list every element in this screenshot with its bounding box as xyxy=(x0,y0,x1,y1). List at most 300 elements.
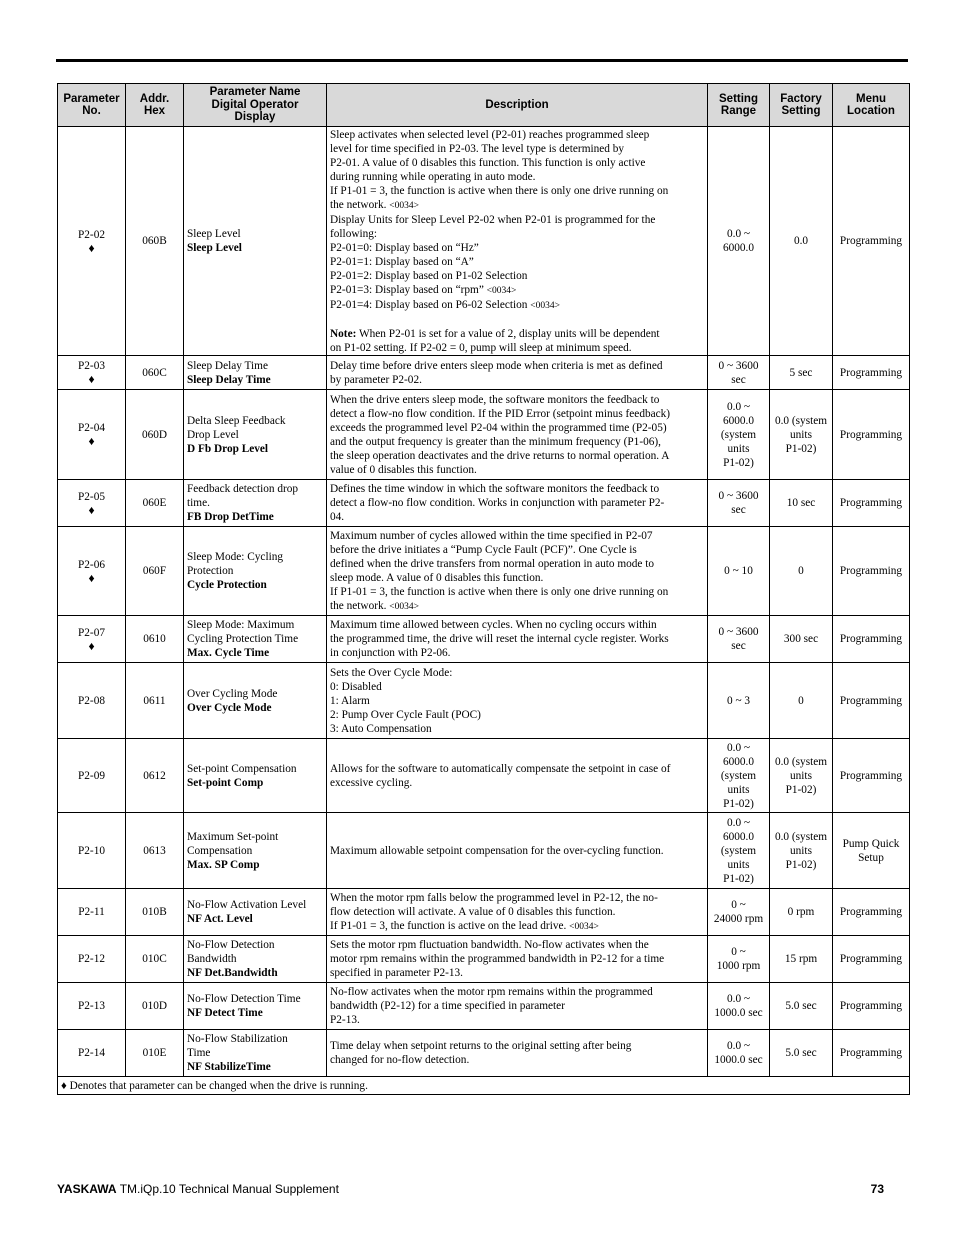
note-text: When P2-01 is set for a value of 2, display units will be dependent xyxy=(358,327,660,340)
revision-tag: <0034> xyxy=(389,200,420,211)
param-no-cell xyxy=(58,390,126,480)
description-line: detect a flow-no flow condition. Works in conjunction with parameter P2- xyxy=(330,497,665,509)
parameter-table xyxy=(57,83,910,1095)
table-row xyxy=(58,390,910,480)
param-no: P2-08 xyxy=(78,694,105,707)
setting-range-line: 1000.0 sec xyxy=(714,1007,763,1019)
operator-display: Sleep Delay Time xyxy=(187,373,271,386)
param-no-cell xyxy=(58,739,126,813)
factory-setting-cell xyxy=(770,390,833,480)
description-text: P2-01=3: Display based on “rpm” xyxy=(330,283,487,296)
description-line: sleep mode. A value of 0 disables this function. xyxy=(330,571,544,584)
param-no: P2-07 xyxy=(78,626,105,639)
param-name-line: No-Flow Detection xyxy=(187,939,275,951)
description-line: Allows for the software to automatically compensate the setpoint in case of xyxy=(330,762,671,775)
factory-setting-cell xyxy=(770,889,833,936)
param-name-line: Feedback detection drop xyxy=(187,483,299,495)
table-row xyxy=(58,936,910,983)
note-line xyxy=(330,327,704,341)
description-line: No-flow activates when the motor rpm remains within the programmed xyxy=(330,986,653,998)
table-row xyxy=(58,480,910,527)
table-row xyxy=(58,616,910,663)
param-no: P2-02 xyxy=(78,228,105,241)
menu-location-line: Programming xyxy=(839,633,903,645)
note-label: Note: xyxy=(330,327,357,340)
param-no-cell xyxy=(58,936,126,983)
addr-hex-cell xyxy=(126,936,184,983)
description-line: Time delay when setpoint returns to the original setting after being xyxy=(330,1040,632,1052)
addr-hex-cell xyxy=(126,390,184,480)
menu-location-line: Programming xyxy=(839,953,903,965)
description-cell xyxy=(327,390,708,480)
param-no: P2-11 xyxy=(78,906,105,918)
description-cell xyxy=(327,616,708,663)
description-line: the sleep operation deactivates and the drive returns to normal operation. A xyxy=(330,449,670,462)
addr-hex: 0612 xyxy=(143,769,166,782)
setting-range-line: 0 ~ 3600 xyxy=(718,626,759,638)
factory-setting-cell xyxy=(770,983,833,1030)
factory-setting-line: 300 sec xyxy=(783,633,819,645)
param-name-cell xyxy=(184,356,327,390)
note-text: on P1-02 setting. If P2-02 = 0, pump will sleep at minimum speed. xyxy=(330,341,632,354)
description-line: When the drive enters sleep mode, the software monitors the feedback to xyxy=(330,393,660,406)
description-line: Maximum allowable setpoint compensation for the over-cycling function. xyxy=(330,844,664,857)
setting-range-line: 6000.0 xyxy=(722,242,755,254)
factory-setting-cell xyxy=(770,1030,833,1077)
description-line: P2-01=1: Display based on “A” xyxy=(330,255,474,268)
menu-location-line: Programming xyxy=(839,694,903,707)
description-line: P2-13. xyxy=(330,1014,360,1026)
setting-range-cell xyxy=(708,356,770,390)
description-line: before the drive initiates a “Pump Cycle Fault (PCF)”. One Cycle is xyxy=(330,543,637,556)
description-cell xyxy=(327,480,708,527)
description-line: If P1-01 = 3, the function is active when there is only one drive running on xyxy=(330,184,669,197)
menu-location-cell xyxy=(833,936,910,983)
description-cell xyxy=(327,983,708,1030)
description-line: Defines the time window in which the software monitors the feedback to xyxy=(330,483,660,495)
menu-location-cell xyxy=(833,127,910,356)
description-line: Sets the motor rpm fluctuation bandwidth. No-flow activates when the xyxy=(330,939,649,951)
description-text: If P1-01 = 3, the function is active on the lead drive. xyxy=(330,919,570,932)
param-no: P2-06 xyxy=(78,558,105,571)
setting-range-line: 0.0 ~ xyxy=(726,993,751,1005)
param-no: P2-14 xyxy=(78,1047,105,1059)
description-line: P2-01=2: Display based on P1-02 Selection xyxy=(330,269,528,282)
setting-range-line: 1000 rpm xyxy=(716,960,761,972)
param-name-line: No-Flow Stabilization xyxy=(187,1033,288,1045)
param-name-line: Protection xyxy=(187,565,234,577)
setting-range-cell xyxy=(708,739,770,813)
param-no-cell xyxy=(58,813,126,889)
footnote: ♦ Denotes that parameter can be changed when the drive is running. xyxy=(58,1077,910,1095)
description-spacer xyxy=(330,313,704,327)
footer-brand: YASKAWA xyxy=(57,1182,117,1196)
menu-location-line: Programming xyxy=(839,1047,903,1059)
description-line: P2-01. A value of 0 disables this function. This function is only active xyxy=(330,156,646,169)
addr-hex-cell xyxy=(126,813,184,889)
param-name-cell xyxy=(184,480,327,527)
param-no: P2-03 xyxy=(78,360,105,372)
factory-setting-cell xyxy=(770,663,833,739)
addr-hex-cell xyxy=(126,527,184,616)
description-line xyxy=(330,298,704,313)
addr-hex-cell xyxy=(126,356,184,390)
description-line: in conjunction with P2-06. xyxy=(330,647,451,659)
addr-hex: 0610 xyxy=(143,633,166,645)
menu-location-line: Programming xyxy=(839,235,903,247)
factory-setting-line: P1-02) xyxy=(785,442,817,455)
description-line: Sleep activates when selected level (P2-01) reaches programmed sleep xyxy=(330,128,650,141)
menu-location-cell xyxy=(833,390,910,480)
factory-setting-cell xyxy=(770,480,833,527)
factory-setting-line: 0.0 (system xyxy=(774,755,828,768)
setting-range-cell xyxy=(708,127,770,356)
description-cell xyxy=(327,663,708,739)
factory-setting-cell xyxy=(770,813,833,889)
header-param-no: Parameter No. xyxy=(58,84,126,127)
factory-setting-line: 5.0 sec xyxy=(785,1000,817,1012)
param-name-line: Over Cycling Mode xyxy=(187,687,278,700)
description-line: Display Units for Sleep Level P2-02 when P2-01 is programmed for the xyxy=(330,213,656,226)
param-no: P2-09 xyxy=(78,769,105,782)
addr-hex-cell xyxy=(126,480,184,527)
revision-tag: <0034> xyxy=(486,285,517,296)
menu-location-cell xyxy=(833,480,910,527)
factory-setting-cell xyxy=(770,356,833,390)
footer-title: TM.iQp.10 Technical Manual Supplement xyxy=(119,1182,339,1196)
description-line: 0: Disabled xyxy=(330,680,382,693)
description-cell xyxy=(327,889,708,936)
param-no: P2-10 xyxy=(78,844,105,857)
addr-hex-cell xyxy=(126,616,184,663)
addr-hex: 010C xyxy=(142,953,167,965)
factory-setting-line: P1-02) xyxy=(785,858,817,871)
setting-range-line: 0 ~ xyxy=(731,946,746,958)
description-cell xyxy=(327,356,708,390)
description-line: 3: Auto Compensation xyxy=(330,722,432,735)
run-change-diamond: ♦ xyxy=(88,570,95,585)
addr-hex: 060F xyxy=(142,565,167,577)
description-line: by parameter P2-02. xyxy=(330,373,422,386)
setting-range-line: 0.0 ~ xyxy=(726,1040,751,1052)
table-row xyxy=(58,889,910,936)
menu-location-cell xyxy=(833,813,910,889)
menu-location-cell xyxy=(833,663,910,739)
menu-location-line: Programming xyxy=(839,565,903,577)
factory-setting-cell xyxy=(770,936,833,983)
setting-range-cell xyxy=(708,889,770,936)
factory-setting-line: units xyxy=(790,769,812,782)
description-line: Maximum time allowed between cycles. When no cycling occurs within xyxy=(330,619,657,631)
setting-range-line: sec xyxy=(731,640,746,652)
factory-setting-line: 5.0 sec xyxy=(785,1047,817,1059)
description-line: 2: Pump Over Cycle Fault (POC) xyxy=(330,708,481,721)
addr-hex-cell xyxy=(126,983,184,1030)
table-row xyxy=(58,663,910,739)
param-no-cell xyxy=(58,480,126,527)
addr-hex: 0613 xyxy=(143,844,166,857)
table-row xyxy=(58,127,910,356)
setting-range-line: 1000.0 sec xyxy=(714,1054,763,1066)
revision-tag: <0034> xyxy=(530,300,561,311)
param-name-cell xyxy=(184,390,327,480)
description-cell xyxy=(327,1030,708,1077)
param-no-cell xyxy=(58,889,126,936)
description-line: changed for no-flow detection. xyxy=(330,1054,470,1066)
factory-setting-line: 10 sec xyxy=(786,497,816,509)
setting-range-line: units xyxy=(727,783,750,796)
setting-range-cell xyxy=(708,480,770,527)
factory-setting-line: 0.0 (system xyxy=(774,830,828,843)
factory-setting-line: 0.0 (system xyxy=(774,414,828,427)
addr-hex: 060E xyxy=(142,497,167,509)
header-row xyxy=(58,84,910,127)
setting-range-line: sec xyxy=(731,504,746,516)
page-number: 73 xyxy=(870,1182,884,1196)
page-footer xyxy=(57,1182,884,1196)
param-name-line: Set-point Compensation xyxy=(187,762,297,775)
param-no-cell xyxy=(58,527,126,616)
description-line: exceeds the programmed level P2-04 within the programmed time (P2-05) xyxy=(330,421,667,434)
factory-setting-cell xyxy=(770,127,833,356)
description-cell xyxy=(327,813,708,889)
revision-tag: <0034> xyxy=(389,601,420,612)
factory-setting-cell xyxy=(770,739,833,813)
setting-range-cell xyxy=(708,1030,770,1077)
setting-range-cell xyxy=(708,983,770,1030)
operator-display: D Fb Drop Level xyxy=(187,442,269,455)
setting-range-line: 0.0 ~ xyxy=(726,400,751,413)
description-line: during running while operating in auto mode. xyxy=(330,170,536,183)
param-name-cell xyxy=(184,936,327,983)
menu-location-cell xyxy=(833,889,910,936)
description-line: the programmed time, the drive will reset the internal cycle register. Works xyxy=(330,633,669,645)
factory-setting-line: 0 xyxy=(798,694,804,707)
setting-range-cell xyxy=(708,616,770,663)
operator-display: NF StabilizeTime xyxy=(187,1061,271,1073)
factory-setting-line: units xyxy=(790,428,812,441)
factory-setting-line: 0.0 xyxy=(793,235,809,247)
setting-range-line: 0.0 ~ xyxy=(726,816,751,829)
header-description: Description xyxy=(327,84,708,127)
description-line xyxy=(330,599,704,614)
factory-setting-line: 0 xyxy=(798,565,804,577)
param-no: P2-04 xyxy=(78,422,105,434)
menu-location-cell xyxy=(833,356,910,390)
run-change-diamond: ♦ xyxy=(88,372,95,386)
factory-setting-line: 15 rpm xyxy=(784,953,818,965)
description-cell xyxy=(327,527,708,616)
description-line: and the output frequency is greater than the minimum frequency (P1-06), xyxy=(330,435,661,448)
addr-hex: 0611 xyxy=(143,694,166,707)
param-name-cell xyxy=(184,739,327,813)
setting-range-line: 6000.0 xyxy=(722,830,755,843)
setting-range-line: sec xyxy=(731,373,746,386)
param-name-cell xyxy=(184,663,327,739)
param-name-line: time. xyxy=(187,497,210,509)
addr-hex: 060C xyxy=(142,366,167,379)
param-no-cell xyxy=(58,356,126,390)
setting-range-line: units xyxy=(727,858,750,871)
setting-range-cell xyxy=(708,390,770,480)
param-name-line: Sleep Mode: Maximum xyxy=(187,619,295,631)
param-no: P2-13 xyxy=(78,1000,105,1012)
operator-display: NF Det.Bandwidth xyxy=(187,967,278,979)
menu-location-line: Programming xyxy=(839,769,903,782)
param-name-line: No-Flow Detection Time xyxy=(187,993,301,1005)
operator-display: Max. SP Comp xyxy=(187,858,260,871)
description-line: When the motor rpm falls below the programmed level in P2-12, the no- xyxy=(330,891,658,904)
table-row xyxy=(58,356,910,390)
operator-display: Sleep Level xyxy=(187,242,242,254)
table-row xyxy=(58,813,910,889)
description-line: 1: Alarm xyxy=(330,694,370,707)
factory-setting-cell xyxy=(770,527,833,616)
operator-display: Max. Cycle Time xyxy=(187,647,270,659)
param-name-cell xyxy=(184,983,327,1030)
setting-range-line: P1-02) xyxy=(723,797,754,810)
addr-hex-cell xyxy=(126,127,184,356)
menu-location-line: Pump Quick xyxy=(842,837,900,850)
param-name-line: Sleep Mode: Cycling xyxy=(187,551,284,563)
param-name-line: No-Flow Activation Level xyxy=(187,899,307,911)
addr-hex-cell xyxy=(126,889,184,936)
run-change-diamond: ♦ xyxy=(88,434,95,448)
param-no-cell xyxy=(58,983,126,1030)
setting-range-line: (system xyxy=(720,844,757,857)
param-name-cell xyxy=(184,616,327,663)
param-name-line: Sleep Delay Time xyxy=(187,359,268,372)
description-line: value of 0 disables this function. xyxy=(330,463,477,476)
param-no-cell xyxy=(58,663,126,739)
param-name-line: Delta Sleep Feedback xyxy=(187,414,286,427)
param-name-line: Sleep Level xyxy=(187,228,241,240)
table-row xyxy=(58,1030,910,1077)
description-text: the network. xyxy=(330,599,390,612)
addr-hex: 010B xyxy=(142,906,167,918)
description-line: flow detection will activate. A value of 0 disables this function. xyxy=(330,905,616,918)
setting-range-line: 0.0 ~ xyxy=(726,741,751,754)
setting-range-cell xyxy=(708,813,770,889)
setting-range-line: units xyxy=(727,442,750,455)
description-cell xyxy=(327,127,708,356)
revision-tag: <0034> xyxy=(569,921,599,932)
param-name-line: Cycling Protection Time xyxy=(187,633,299,645)
table-row xyxy=(58,527,910,616)
setting-range-line: P1-02) xyxy=(723,872,754,885)
description-line: 04. xyxy=(330,511,345,523)
param-no-cell xyxy=(58,127,126,356)
addr-hex-cell xyxy=(126,663,184,739)
setting-range-line: (system xyxy=(720,428,757,441)
param-name-cell xyxy=(184,1030,327,1077)
menu-location-cell xyxy=(833,739,910,813)
menu-location-line: Programming xyxy=(839,366,903,379)
param-no-cell xyxy=(58,1030,126,1077)
run-change-diamond: ♦ xyxy=(88,638,95,653)
param-name-line: Bandwidth xyxy=(187,953,237,965)
param-name-line: Time xyxy=(187,1047,211,1059)
setting-range-line: 0.0 ~ xyxy=(726,228,751,240)
param-name-cell xyxy=(184,127,327,356)
operator-display: Set-point Comp xyxy=(187,776,264,789)
param-name-line: Drop Level xyxy=(187,428,239,441)
description-line xyxy=(330,919,704,934)
addr-hex: 010E xyxy=(142,1047,167,1059)
header-setting-range: Setting Range xyxy=(708,84,770,127)
description-line: bandwidth (P2-12) for a time specified in parameter xyxy=(330,1000,565,1012)
description-line: level for time specified in P2-03. The level type is determined by xyxy=(330,142,625,155)
header-name: Parameter Name Digital Operator Display xyxy=(184,84,327,127)
factory-setting-line: P1-02) xyxy=(785,783,817,796)
description-line: specified in parameter P2-13. xyxy=(330,967,464,979)
param-no: P2-05 xyxy=(78,490,105,503)
addr-hex: 010D xyxy=(141,1000,168,1012)
operator-display: Cycle Protection xyxy=(187,579,267,591)
param-name-line: Maximum Set-point xyxy=(187,830,279,843)
top-rule xyxy=(56,59,908,62)
header-menu-location: Menu Location xyxy=(833,84,910,127)
operator-display: NF Detect Time xyxy=(187,1007,263,1019)
header-addr: Addr. Hex xyxy=(126,84,184,127)
description-line: following: xyxy=(330,227,378,240)
setting-range-line: 6000.0 xyxy=(722,755,755,768)
table-row xyxy=(58,739,910,813)
setting-range-line: P1-02) xyxy=(723,456,754,469)
operator-display: FB Drop DetTime xyxy=(187,511,274,523)
menu-location-line: Programming xyxy=(839,497,903,509)
description-line: motor rpm remains within the programmed bandwidth in P2-12 for a time xyxy=(330,953,665,965)
addr-hex-cell xyxy=(126,1030,184,1077)
description-line: If P1-01 = 3, the function is active when there is only one drive running on xyxy=(330,585,669,598)
menu-location-line: Programming xyxy=(839,906,903,918)
description-line: Maximum number of cycles allowed within the time specified in P2-07 xyxy=(330,529,653,542)
operator-display: NF Act. Level xyxy=(187,913,253,925)
addr-hex-cell xyxy=(126,739,184,813)
setting-range-line: 0 ~ 10 xyxy=(724,565,753,577)
param-name-cell xyxy=(184,527,327,616)
description-line: Delay time before drive enters sleep mode when criteria is met as defined xyxy=(330,359,663,372)
setting-range-line: 0 ~ 3600 xyxy=(718,490,759,502)
setting-range-line: (system xyxy=(720,769,757,782)
factory-setting-cell xyxy=(770,616,833,663)
description-text: the network. xyxy=(330,198,390,211)
description-text: P2-01=4: Display based on P6-02 Selection xyxy=(330,298,531,311)
param-name-line: Compensation xyxy=(187,844,253,857)
menu-location-line: Programming xyxy=(839,428,903,441)
menu-location-cell xyxy=(833,527,910,616)
setting-range-line: 0 ~ xyxy=(731,899,746,911)
run-change-diamond: ♦ xyxy=(88,502,95,517)
setting-range-line: 24000 rpm xyxy=(713,913,764,925)
setting-range-cell xyxy=(708,527,770,616)
setting-range-line: 6000.0 xyxy=(722,414,755,427)
description-line: Sets the Over Cycle Mode: xyxy=(330,666,453,679)
table-row xyxy=(58,983,910,1030)
setting-range-cell xyxy=(708,663,770,739)
menu-location-cell xyxy=(833,983,910,1030)
param-name-cell xyxy=(184,889,327,936)
addr-hex: 060D xyxy=(141,428,168,441)
setting-range-line: 0 ~ 3 xyxy=(726,694,751,707)
description-line xyxy=(330,283,704,298)
description-cell xyxy=(327,936,708,983)
description-line xyxy=(330,198,704,213)
param-no: P2-12 xyxy=(78,953,105,965)
note-line xyxy=(330,341,704,355)
menu-location-line: Programming xyxy=(839,1000,903,1012)
description-cell xyxy=(327,739,708,813)
